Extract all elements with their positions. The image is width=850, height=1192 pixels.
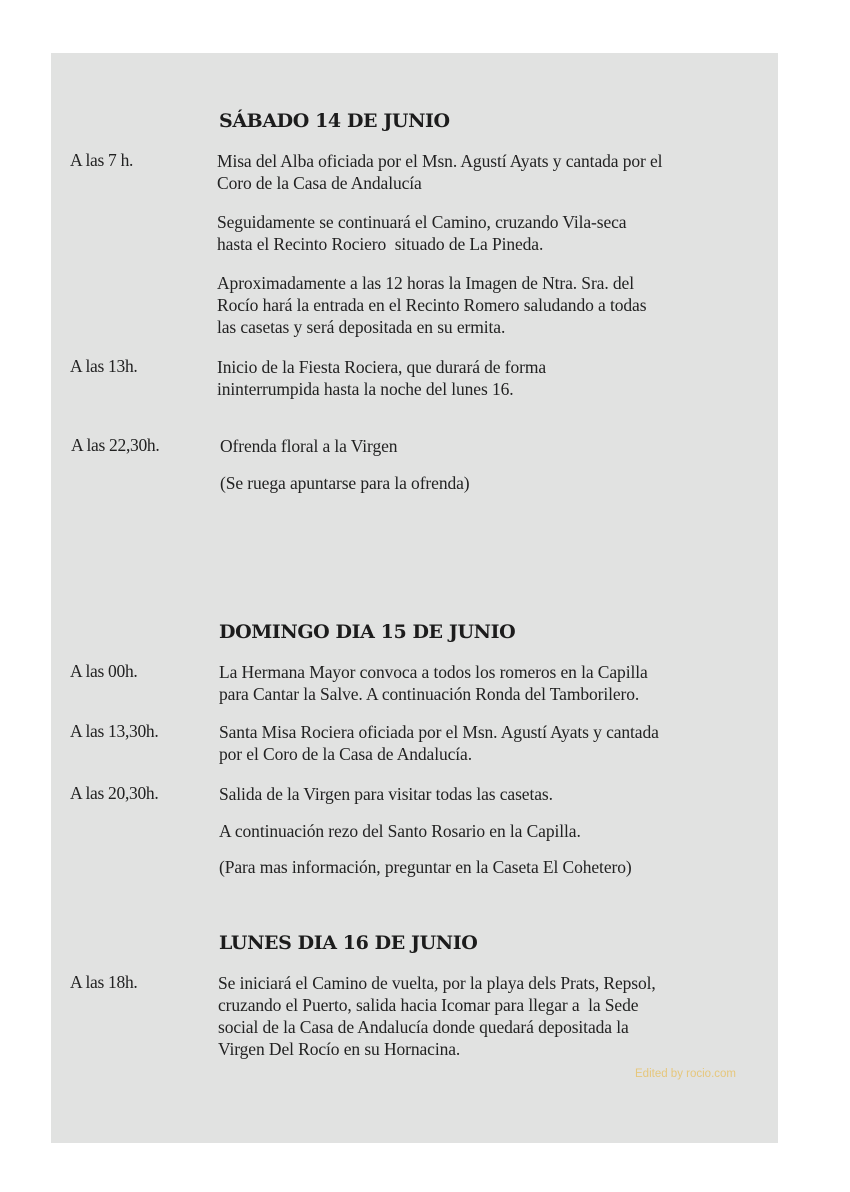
entry-time: A las 20,30h. <box>70 783 159 803</box>
day-title-monday: LUNES DIA 16 DE JUNIO <box>219 932 478 954</box>
entry-text: La Hermana Mayor convoca a todos los romeros en la Capilla para Cantar la Salve. A continuación Ronda del Tamborilero. <box>219 662 648 704</box>
entry-time: A las 18h. <box>70 972 138 992</box>
entry-text: (Para mas información, preguntar en la Caseta El Cohetero) <box>219 857 632 877</box>
entry-text: Misa del Alba oficiada por el Msn. Agustí Ayats y cantada por el Coro de la Casa de Andalucía <box>217 151 663 193</box>
day-title-sunday: DOMINGO DIA 15 DE JUNIO <box>219 621 516 643</box>
entry-text: Aproximadamente a las 12 horas la Imagen de Ntra. Sra. del Rocío hará la entrada en el Recinto Romero saludando a todas las casetas y será depositada en su ermita. <box>217 273 647 337</box>
entry-text: Inicio de la Fiesta Rociera, que durará de forma ininterrumpida hasta la noche del lunes 16. <box>217 357 547 399</box>
entry-text: Seguidamente se continuará el Camino, cruzando Vila-seca hasta el Recinto Rociero situado de La Pineda. <box>217 212 627 254</box>
entry-time: A las 7 h. <box>70 150 134 170</box>
day-title-saturday: SÁBADO 14 DE JUNIO <box>219 110 450 132</box>
entry-text: A continuación rezo del Santo Rosario en la Capilla. <box>219 821 581 841</box>
entry-text: (Se ruega apuntarse para la ofrenda) <box>220 473 470 493</box>
watermark: Edited by rocio.com <box>635 1068 736 1080</box>
entry-time: A las 13h. <box>70 356 138 376</box>
entry-time: A las 13,30h. <box>70 721 159 741</box>
entry-text: Se iniciará el Camino de vuelta, por la playa dels Prats, Repsol, cruzando el Puerto, salida hacia Icomar para llegar a la Sede social de la Casa de Andalucía donde quedará depositada la Virgen Del Rocío en su Hornacina. <box>218 973 656 1059</box>
entry-text: Ofrenda floral a la Virgen <box>220 436 398 456</box>
entry-text: Salida de la Virgen para visitar todas las casetas. <box>219 784 553 804</box>
entry-text: Santa Misa Rociera oficiada por el Msn. Agustí Ayats y cantada por el Coro de la Casa de Andalucía. <box>219 722 659 764</box>
entry-time: A las 22,30h. <box>71 435 160 455</box>
entry-time: A las 00h. <box>70 661 138 681</box>
